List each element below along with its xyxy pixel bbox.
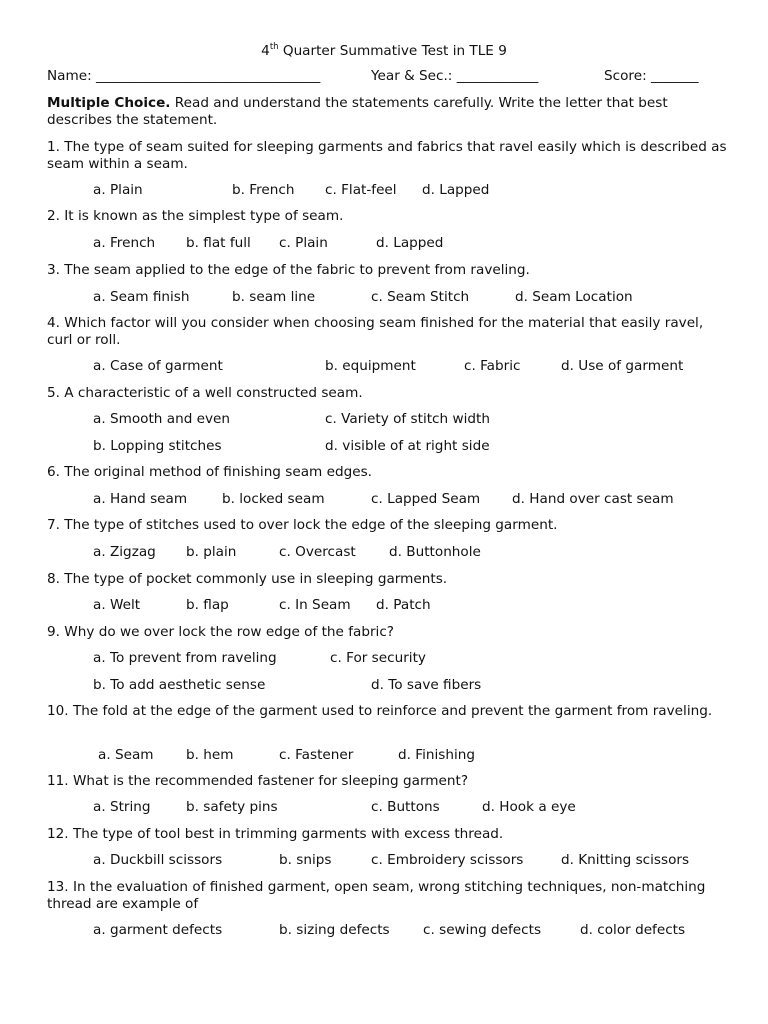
question-text: 10. The fold at the edge of the garment used to reinforce and prevent the garment from raveling. [47, 703, 713, 719]
choice[interactable]: d. Patch [376, 597, 431, 613]
choice[interactable]: a. Hand seam [93, 491, 188, 507]
choice[interactable]: c. Variety of stitch width [325, 411, 490, 427]
title-text: Quarter Summative Test in TLE 9 [278, 43, 507, 59]
choice[interactable]: a. To prevent from raveling [93, 650, 277, 666]
choice[interactable]: b. flap [186, 597, 229, 613]
score-field[interactable]: Score: _______ [604, 68, 699, 84]
question-text: 8. The type of pocket commonly use in sleeping garments. [47, 571, 448, 587]
choice[interactable]: b. snips [279, 852, 332, 868]
choice[interactable]: b. flat full [186, 235, 251, 251]
choice[interactable]: c. Lapped Seam [371, 491, 481, 507]
choice[interactable]: c. Flat-feel [325, 182, 397, 198]
name-field[interactable]: Name: _________________________________ [47, 68, 321, 84]
choice[interactable]: d. color defects [580, 922, 686, 938]
choice[interactable]: d. visible of at right side [325, 438, 490, 454]
choice[interactable]: a. Welt [93, 597, 141, 613]
choice[interactable]: b. hem [186, 747, 234, 763]
choice[interactable]: b. sizing defects [279, 922, 390, 938]
question-text: 1. The type of seam suited for sleeping garments and fabrics that ravel easily which is described as seam within a seam. [47, 139, 727, 172]
question-text: 13. In the evaluation of finished garment, open seam, wrong stitching techniques, non-matching thread are example of [47, 879, 706, 912]
choice[interactable]: b. safety pins [186, 799, 278, 815]
question-text: 2. It is known as the simplest type of seam. [47, 208, 344, 224]
title-number: 4 [261, 43, 270, 59]
choice[interactable]: b. plain [186, 544, 237, 560]
choice[interactable]: c. Overcast [279, 544, 356, 560]
question-text: 11. What is the recommended fastener for sleeping garment? [47, 773, 469, 789]
choice[interactable]: d. Use of garment [561, 358, 684, 374]
instructions [47, 95, 717, 129]
question-text: 5. A characteristic of a well constructed seam. [47, 385, 363, 401]
choice[interactable]: c. Buttons [371, 799, 440, 815]
question-text: 9. Why do we over lock the row edge of the fabric? [47, 624, 395, 640]
choice[interactable]: c. Seam Stitch [371, 289, 470, 305]
choice[interactable]: d. Buttonhole [389, 544, 481, 560]
choice[interactable]: d. Lapped [422, 182, 490, 198]
choice[interactable]: a. String [93, 799, 151, 815]
choice[interactable]: a. garment defects [93, 922, 223, 938]
title-superscript: th [269, 42, 279, 52]
instructions-text: Read and understand the statements carefully. Write the letter that best describes the statement. [47, 95, 668, 128]
question-text: 12. The type of tool best in trimming garments with excess thread. [47, 826, 504, 842]
choice[interactable]: a. Case of garment [93, 358, 223, 374]
question-text: 3. The seam applied to the edge of the fabric to prevent from raveling. [47, 262, 530, 278]
choice[interactable]: a. Duckbill scissors [93, 852, 223, 868]
choice[interactable]: a. Plain [93, 182, 143, 198]
choice[interactable]: b. locked seam [222, 491, 325, 507]
page-title [0, 42, 768, 59]
choice[interactable]: a. Zigzag [93, 544, 156, 560]
choice[interactable]: b. Lopping stitches [93, 438, 222, 454]
choice[interactable]: c. Fabric [464, 358, 521, 374]
choice[interactable]: c. In Seam [279, 597, 351, 613]
choice[interactable]: c. Plain [279, 235, 328, 251]
choice[interactable]: c. sewing defects [423, 922, 542, 938]
question-text: 4. Which factor will you consider when choosing seam finished for the material that easily ravel, curl or roll. [47, 315, 704, 348]
choice[interactable]: c. Fastener [279, 747, 354, 763]
choice[interactable]: b. equipment [325, 358, 416, 374]
choice[interactable]: b. French [232, 182, 295, 198]
choice[interactable]: a. Seam [98, 747, 154, 763]
choice[interactable]: d. To save fibers [371, 677, 482, 693]
choice[interactable]: d. Knitting scissors [561, 852, 690, 868]
choice[interactable]: d. Hand over cast seam [512, 491, 674, 507]
instructions-heading: Multiple Choice. [47, 95, 171, 111]
question-text: 7. The type of stitches used to over lock the edge of the sleeping garment. [47, 517, 558, 533]
choice[interactable]: d. Lapped [376, 235, 444, 251]
choice[interactable]: a. Smooth and even [93, 411, 231, 427]
choice[interactable]: a. Seam finish [93, 289, 190, 305]
choice[interactable]: b. seam line [232, 289, 316, 305]
question-text: 6. The original method of finishing seam edges. [47, 464, 372, 480]
choice[interactable]: d. Finishing [398, 747, 475, 763]
choice[interactable]: d. Hook a eye [482, 799, 576, 815]
choice[interactable]: d. Seam Location [515, 289, 633, 305]
choice[interactable]: c. Embroidery scissors [371, 852, 524, 868]
choice[interactable]: b. To add aesthetic sense [93, 677, 266, 693]
year-section-field[interactable]: Year & Sec.: ____________ [371, 68, 539, 84]
choice[interactable]: a. French [93, 235, 156, 251]
choice[interactable]: c. For security [330, 650, 426, 666]
